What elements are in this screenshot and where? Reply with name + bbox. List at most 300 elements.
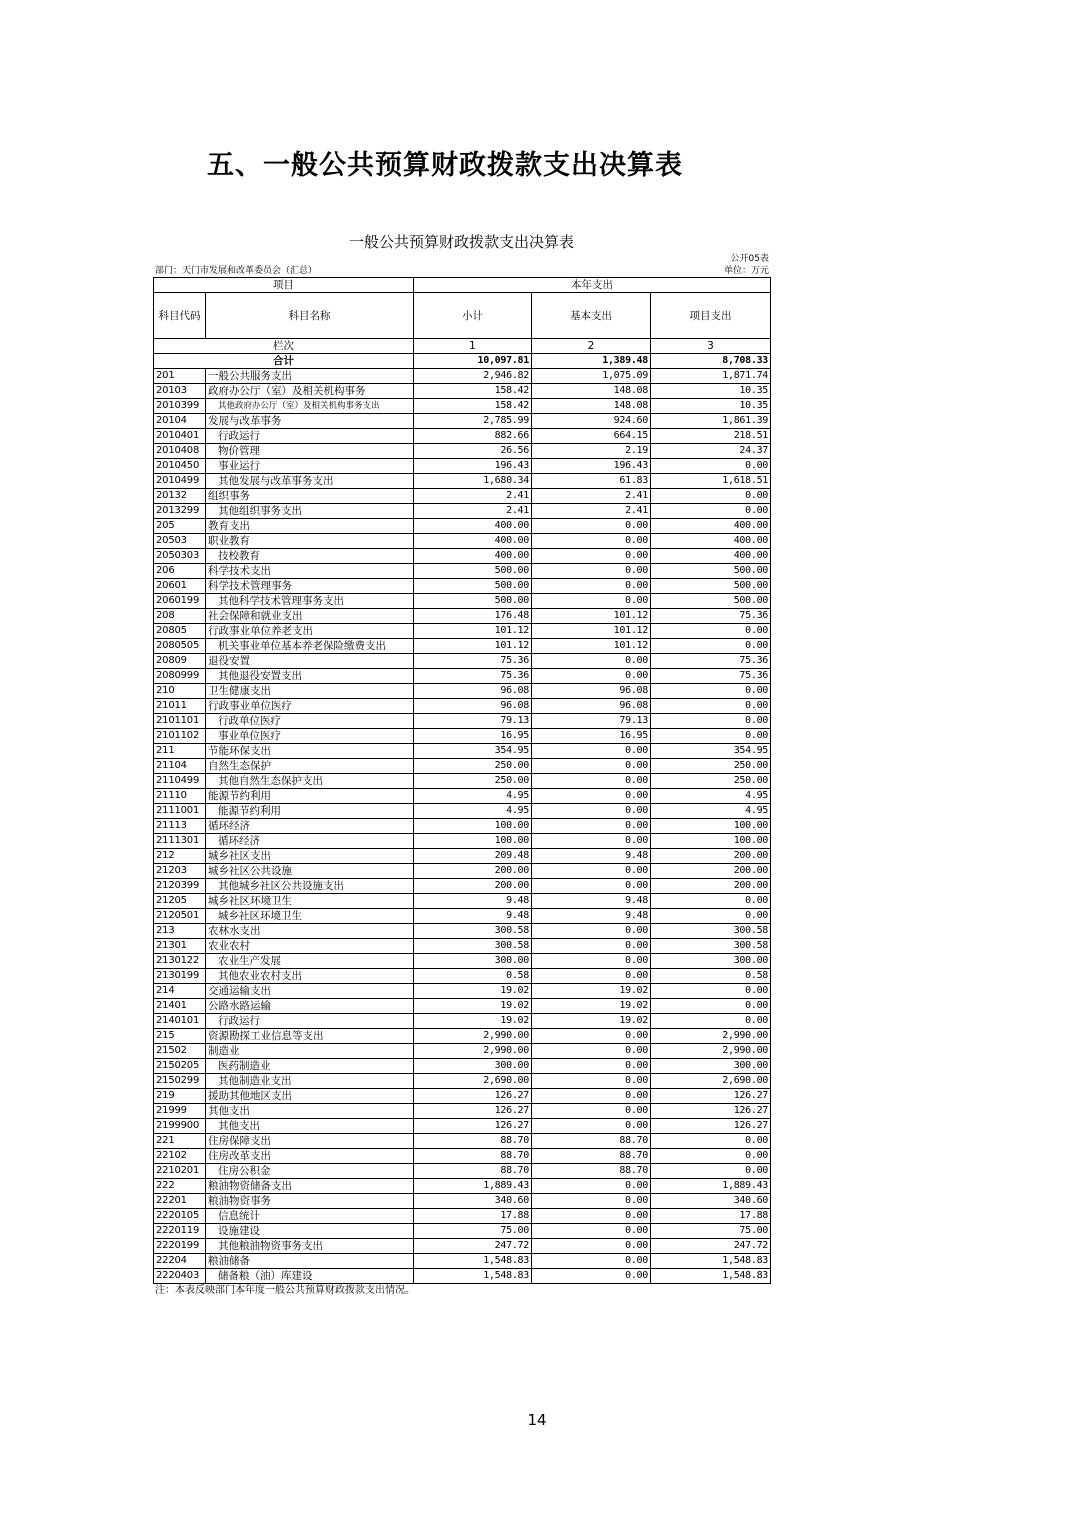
row-basic: 0.00 <box>532 789 651 804</box>
row-code: 20503 <box>154 534 206 549</box>
row-project: 0.00 <box>651 684 771 699</box>
row-code: 2110499 <box>154 774 206 789</box>
table-row <box>154 729 771 744</box>
row-project: 17.88 <box>651 1209 771 1224</box>
row-name: 组织事务 <box>206 489 414 504</box>
row-subtotal: 158.42 <box>414 399 532 414</box>
header-current-year: 本年支出 <box>414 278 771 293</box>
row-project: 0.00 <box>651 909 771 924</box>
total-row <box>154 354 771 369</box>
row-subtotal: 4.95 <box>414 789 532 804</box>
row-name: 一般公共服务支出 <box>206 369 414 384</box>
row-subtotal: 9.48 <box>414 909 532 924</box>
row-code: 2150299 <box>154 1074 206 1089</box>
row-code: 2130199 <box>154 969 206 984</box>
row-subtotal: 96.08 <box>414 684 532 699</box>
column-order-2: 2 <box>532 339 651 354</box>
row-name: 医药制造业 <box>206 1059 414 1074</box>
row-subtotal: 2.41 <box>414 504 532 519</box>
row-subtotal: 2.41 <box>414 489 532 504</box>
row-basic: 0.00 <box>532 1089 651 1104</box>
row-code: 208 <box>154 609 206 624</box>
row-basic: 0.00 <box>532 1209 651 1224</box>
total-project: 8,708.33 <box>651 354 771 369</box>
row-subtotal: 100.00 <box>414 819 532 834</box>
row-code: 22201 <box>154 1194 206 1209</box>
row-basic: 0.00 <box>532 759 651 774</box>
row-code: 2010401 <box>154 429 206 444</box>
row-code: 2010499 <box>154 474 206 489</box>
row-project: 126.27 <box>651 1089 771 1104</box>
page-heading: 五、一般公共预算财政拨款支出决算表 <box>207 150 683 181</box>
form-code-row <box>153 253 770 265</box>
row-code: 21110 <box>154 789 206 804</box>
row-subtotal: 19.02 <box>414 999 532 1014</box>
row-basic: 0.00 <box>532 1119 651 1134</box>
row-project: 75.36 <box>651 669 771 684</box>
row-code: 2010408 <box>154 444 206 459</box>
row-subtotal: 88.70 <box>414 1134 532 1149</box>
row-subtotal: 0.58 <box>414 969 532 984</box>
row-project: 2,990.00 <box>651 1044 771 1059</box>
row-project: 218.51 <box>651 429 771 444</box>
row-name: 行政运行 <box>206 1014 414 1029</box>
row-project: 0.00 <box>651 999 771 1014</box>
table-row <box>154 504 771 519</box>
row-subtotal: 75.36 <box>414 654 532 669</box>
table-row <box>154 1194 771 1209</box>
row-subtotal: 300.58 <box>414 924 532 939</box>
table-row <box>154 759 771 774</box>
row-basic: 0.00 <box>532 534 651 549</box>
table-row <box>154 819 771 834</box>
row-project: 0.00 <box>651 729 771 744</box>
row-project: 126.27 <box>651 1119 771 1134</box>
row-project: 2,990.00 <box>651 1029 771 1044</box>
header-row-2 <box>154 293 771 339</box>
row-basic: 9.48 <box>532 849 651 864</box>
row-code: 2010399 <box>154 399 206 414</box>
row-project: 0.00 <box>651 639 771 654</box>
row-name: 城乡社区环境卫生 <box>206 894 414 909</box>
row-code: 2140101 <box>154 1014 206 1029</box>
table-row <box>154 1029 771 1044</box>
row-basic: 96.08 <box>532 684 651 699</box>
row-basic: 148.08 <box>532 384 651 399</box>
row-subtotal: 354.95 <box>414 744 532 759</box>
row-subtotal: 101.12 <box>414 639 532 654</box>
row-subtotal: 1,889.43 <box>414 1179 532 1194</box>
row-code: 21301 <box>154 939 206 954</box>
row-code: 201 <box>154 369 206 384</box>
row-name: 自然生态保护 <box>206 759 414 774</box>
table-row <box>154 564 771 579</box>
row-subtotal: 100.00 <box>414 834 532 849</box>
row-subtotal: 126.27 <box>414 1104 532 1119</box>
row-code: 20601 <box>154 579 206 594</box>
row-basic: 88.70 <box>532 1164 651 1179</box>
table-row <box>154 744 771 759</box>
row-subtotal: 400.00 <box>414 534 532 549</box>
row-basic: 0.00 <box>532 1179 651 1194</box>
column-order-1: 1 <box>414 339 532 354</box>
total-subtotal: 10,097.81 <box>414 354 532 369</box>
row-basic: 0.00 <box>532 774 651 789</box>
row-name: 粮油储备 <box>206 1254 414 1269</box>
row-name: 住房保障支出 <box>206 1134 414 1149</box>
header-item: 项目 <box>154 278 414 293</box>
row-code: 2220199 <box>154 1239 206 1254</box>
row-subtotal: 2,785.99 <box>414 414 532 429</box>
row-name: 教育支出 <box>206 519 414 534</box>
header-code: 科目代码 <box>154 293 206 339</box>
row-name: 其他自然生态保护支出 <box>206 774 414 789</box>
row-basic: 0.00 <box>532 834 651 849</box>
row-subtotal: 88.70 <box>414 1149 532 1164</box>
table-row <box>154 1239 771 1254</box>
row-subtotal: 250.00 <box>414 759 532 774</box>
row-code: 2120501 <box>154 909 206 924</box>
row-project: 200.00 <box>651 879 771 894</box>
row-code: 21104 <box>154 759 206 774</box>
page-number: 14 <box>527 1411 547 1429</box>
row-project: 200.00 <box>651 864 771 879</box>
row-subtotal: 196.43 <box>414 459 532 474</box>
row-name: 其他粮油物资事务支出 <box>206 1239 414 1254</box>
row-name: 退役安置 <box>206 654 414 669</box>
row-basic: 2.41 <box>532 489 651 504</box>
row-project: 300.58 <box>651 939 771 954</box>
table-row <box>154 624 771 639</box>
row-project: 100.00 <box>651 834 771 849</box>
row-project: 354.95 <box>651 744 771 759</box>
row-project: 75.36 <box>651 654 771 669</box>
column-order-3: 3 <box>651 339 771 354</box>
row-project: 1,861.39 <box>651 414 771 429</box>
row-basic: 0.00 <box>532 1239 651 1254</box>
row-project: 400.00 <box>651 519 771 534</box>
table-row <box>154 774 771 789</box>
row-project: 0.00 <box>651 489 771 504</box>
table-row <box>154 924 771 939</box>
row-code: 22102 <box>154 1149 206 1164</box>
row-name: 能源节约利用 <box>206 804 414 819</box>
row-name: 信息统计 <box>206 1209 414 1224</box>
row-subtotal: 96.08 <box>414 699 532 714</box>
form-code: 公开05表 <box>730 254 769 264</box>
row-code: 2060199 <box>154 594 206 609</box>
row-subtotal: 126.27 <box>414 1119 532 1134</box>
row-subtotal: 200.00 <box>414 879 532 894</box>
row-subtotal: 500.00 <box>414 579 532 594</box>
row-code: 21203 <box>154 864 206 879</box>
row-subtotal: 250.00 <box>414 774 532 789</box>
row-name: 城乡社区支出 <box>206 849 414 864</box>
row-subtotal: 16.95 <box>414 729 532 744</box>
row-project: 300.58 <box>651 924 771 939</box>
row-code: 2013299 <box>154 504 206 519</box>
row-subtotal: 9.48 <box>414 894 532 909</box>
row-basic: 9.48 <box>532 894 651 909</box>
row-project: 75.36 <box>651 609 771 624</box>
row-name: 其他农业农村支出 <box>206 969 414 984</box>
row-name: 住房公积金 <box>206 1164 414 1179</box>
row-subtotal: 4.95 <box>414 804 532 819</box>
table-row <box>154 804 771 819</box>
row-name: 资源勘探工业信息等支出 <box>206 1029 414 1044</box>
table-row <box>154 549 771 564</box>
row-name: 公路水路运输 <box>206 999 414 1014</box>
row-name: 其他发展与改革事务支出 <box>206 474 414 489</box>
total-basic: 1,389.48 <box>532 354 651 369</box>
row-project: 340.60 <box>651 1194 771 1209</box>
table-row <box>154 594 771 609</box>
row-name: 储备粮（油）库建设 <box>206 1269 414 1284</box>
row-code: 2120399 <box>154 879 206 894</box>
row-basic: 96.08 <box>532 699 651 714</box>
row-subtotal: 200.00 <box>414 864 532 879</box>
row-code: 2150205 <box>154 1059 206 1074</box>
row-basic: 0.00 <box>532 594 651 609</box>
table-row <box>154 639 771 654</box>
header-subtotal: 小计 <box>414 293 532 339</box>
row-project: 0.00 <box>651 894 771 909</box>
row-code: 2111001 <box>154 804 206 819</box>
row-project: 0.00 <box>651 984 771 999</box>
row-subtotal: 1,548.83 <box>414 1269 532 1284</box>
table-row <box>154 1254 771 1269</box>
row-subtotal: 300.00 <box>414 954 532 969</box>
row-code: 22204 <box>154 1254 206 1269</box>
row-basic: 0.00 <box>532 819 651 834</box>
row-name: 能源节约利用 <box>206 789 414 804</box>
row-name: 交通运输支出 <box>206 984 414 999</box>
unit-label: 单位：万元 <box>723 266 769 276</box>
row-basic: 101.12 <box>532 609 651 624</box>
row-basic: 0.00 <box>532 1269 651 1284</box>
row-basic: 88.70 <box>532 1134 651 1149</box>
table-row <box>154 1179 771 1194</box>
row-code: 210 <box>154 684 206 699</box>
row-name: 技校教育 <box>206 549 414 564</box>
row-project: 1,871.74 <box>651 369 771 384</box>
header-project: 项目支出 <box>651 293 771 339</box>
row-subtotal: 300.58 <box>414 939 532 954</box>
table-row <box>154 1164 771 1179</box>
header-basic: 基本支出 <box>532 293 651 339</box>
row-basic: 101.12 <box>532 639 651 654</box>
row-basic: 0.00 <box>532 744 651 759</box>
row-code: 219 <box>154 1089 206 1104</box>
table-row <box>154 999 771 1014</box>
row-subtotal: 209.48 <box>414 849 532 864</box>
row-basic: 0.00 <box>532 969 651 984</box>
row-basic: 0.00 <box>532 924 651 939</box>
row-project: 500.00 <box>651 579 771 594</box>
table-row <box>154 669 771 684</box>
row-project: 247.72 <box>651 1239 771 1254</box>
row-subtotal: 26.56 <box>414 444 532 459</box>
table-row <box>154 519 771 534</box>
row-basic: 79.13 <box>532 714 651 729</box>
row-project: 1,548.83 <box>651 1269 771 1284</box>
table-row <box>154 579 771 594</box>
table-row <box>154 1224 771 1239</box>
row-subtotal: 75.00 <box>414 1224 532 1239</box>
table-row <box>154 459 771 474</box>
row-code: 205 <box>154 519 206 534</box>
row-code: 213 <box>154 924 206 939</box>
row-basic: 148.08 <box>532 399 651 414</box>
row-code: 206 <box>154 564 206 579</box>
row-subtotal: 400.00 <box>414 519 532 534</box>
table-row <box>154 1209 771 1224</box>
row-basic: 0.00 <box>532 549 651 564</box>
row-name: 物价管理 <box>206 444 414 459</box>
row-code: 2199900 <box>154 1119 206 1134</box>
row-basic: 196.43 <box>532 459 651 474</box>
row-code: 20104 <box>154 414 206 429</box>
row-project: 75.00 <box>651 1224 771 1239</box>
row-project: 250.00 <box>651 774 771 789</box>
row-basic: 19.02 <box>532 984 651 999</box>
row-code: 212 <box>154 849 206 864</box>
table-row <box>154 1269 771 1284</box>
row-code: 2080505 <box>154 639 206 654</box>
row-name: 职业教育 <box>206 534 414 549</box>
row-project: 0.00 <box>651 1164 771 1179</box>
row-subtotal: 19.02 <box>414 1014 532 1029</box>
table-row <box>154 789 771 804</box>
row-project: 0.00 <box>651 624 771 639</box>
row-subtotal: 126.27 <box>414 1089 532 1104</box>
row-name: 科学技术管理事务 <box>206 579 414 594</box>
row-name: 行政事业单位养老支出 <box>206 624 414 639</box>
row-subtotal: 300.00 <box>414 1059 532 1074</box>
row-project: 0.00 <box>651 459 771 474</box>
row-project: 300.00 <box>651 954 771 969</box>
row-code: 2220119 <box>154 1224 206 1239</box>
row-subtotal: 1,680.34 <box>414 474 532 489</box>
row-code: 2220403 <box>154 1269 206 1284</box>
row-subtotal: 500.00 <box>414 564 532 579</box>
row-project: 1,548.83 <box>651 1254 771 1269</box>
row-project: 0.00 <box>651 1014 771 1029</box>
row-name: 科学技术支出 <box>206 564 414 579</box>
row-code: 2220105 <box>154 1209 206 1224</box>
row-basic: 0.00 <box>532 864 651 879</box>
row-name: 制造业 <box>206 1044 414 1059</box>
row-name: 循环经济 <box>206 834 414 849</box>
row-project: 250.00 <box>651 759 771 774</box>
row-name: 粮油物资事务 <box>206 1194 414 1209</box>
table-row <box>154 1089 771 1104</box>
table-row <box>154 1044 771 1059</box>
row-basic: 9.48 <box>532 909 651 924</box>
row-code: 2101101 <box>154 714 206 729</box>
row-basic: 0.00 <box>532 1194 651 1209</box>
row-name: 循环经济 <box>206 819 414 834</box>
row-code: 21401 <box>154 999 206 1014</box>
table-row <box>154 894 771 909</box>
row-subtotal: 75.36 <box>414 669 532 684</box>
row-code: 20103 <box>154 384 206 399</box>
row-basic: 0.00 <box>532 954 651 969</box>
table-row <box>154 1059 771 1074</box>
row-name: 政府办公厅（室）及相关机构事务 <box>206 384 414 399</box>
row-basic: 0.00 <box>532 804 651 819</box>
table-row <box>154 444 771 459</box>
budget-sheet <box>153 231 770 1298</box>
row-subtotal: 340.60 <box>414 1194 532 1209</box>
row-project: 4.95 <box>651 789 771 804</box>
table-row <box>154 849 771 864</box>
row-subtotal: 79.13 <box>414 714 532 729</box>
row-subtotal: 1,548.83 <box>414 1254 532 1269</box>
row-name: 其他制造业支出 <box>206 1074 414 1089</box>
row-code: 2111301 <box>154 834 206 849</box>
row-subtotal: 882.66 <box>414 429 532 444</box>
row-name: 社会保障和就业支出 <box>206 609 414 624</box>
row-code: 20809 <box>154 654 206 669</box>
row-basic: 0.00 <box>532 1254 651 1269</box>
table-row <box>154 429 771 444</box>
row-code: 20132 <box>154 489 206 504</box>
row-name: 其他退役安置支出 <box>206 669 414 684</box>
row-subtotal: 2,990.00 <box>414 1029 532 1044</box>
row-basic: 19.02 <box>532 999 651 1014</box>
row-project: 0.00 <box>651 699 771 714</box>
table-row <box>154 1119 771 1134</box>
row-project: 200.00 <box>651 849 771 864</box>
row-name: 其他城乡社区公共设施支出 <box>206 879 414 894</box>
row-basic: 664.15 <box>532 429 651 444</box>
row-project: 10.35 <box>651 399 771 414</box>
row-project: 10.35 <box>651 384 771 399</box>
row-basic: 0.00 <box>532 1059 651 1074</box>
row-code: 211 <box>154 744 206 759</box>
table-row <box>154 384 771 399</box>
row-name: 设施建设 <box>206 1224 414 1239</box>
row-subtotal: 101.12 <box>414 624 532 639</box>
row-project: 24.37 <box>651 444 771 459</box>
row-project: 0.00 <box>651 1149 771 1164</box>
table-row <box>154 1104 771 1119</box>
row-project: 126.27 <box>651 1104 771 1119</box>
row-basic: 0.00 <box>532 939 651 954</box>
row-basic: 101.12 <box>532 624 651 639</box>
row-code: 2050303 <box>154 549 206 564</box>
row-name: 农林水支出 <box>206 924 414 939</box>
row-basic: 0.00 <box>532 1029 651 1044</box>
table-row <box>154 474 771 489</box>
row-basic: 924.60 <box>532 414 651 429</box>
row-project: 500.00 <box>651 564 771 579</box>
table-row <box>154 969 771 984</box>
table-row <box>154 684 771 699</box>
row-name: 其他组织事务支出 <box>206 504 414 519</box>
column-order-label: 栏次 <box>154 339 414 354</box>
table-row <box>154 984 771 999</box>
row-code: 215 <box>154 1029 206 1044</box>
row-name: 机关事业单位基本养老保险缴费支出 <box>206 639 414 654</box>
row-basic: 2.19 <box>532 444 651 459</box>
row-name: 城乡社区公共设施 <box>206 864 414 879</box>
row-basic: 2.41 <box>532 504 651 519</box>
row-basic: 0.00 <box>532 654 651 669</box>
column-order-row <box>154 339 771 354</box>
row-subtotal: 17.88 <box>414 1209 532 1224</box>
